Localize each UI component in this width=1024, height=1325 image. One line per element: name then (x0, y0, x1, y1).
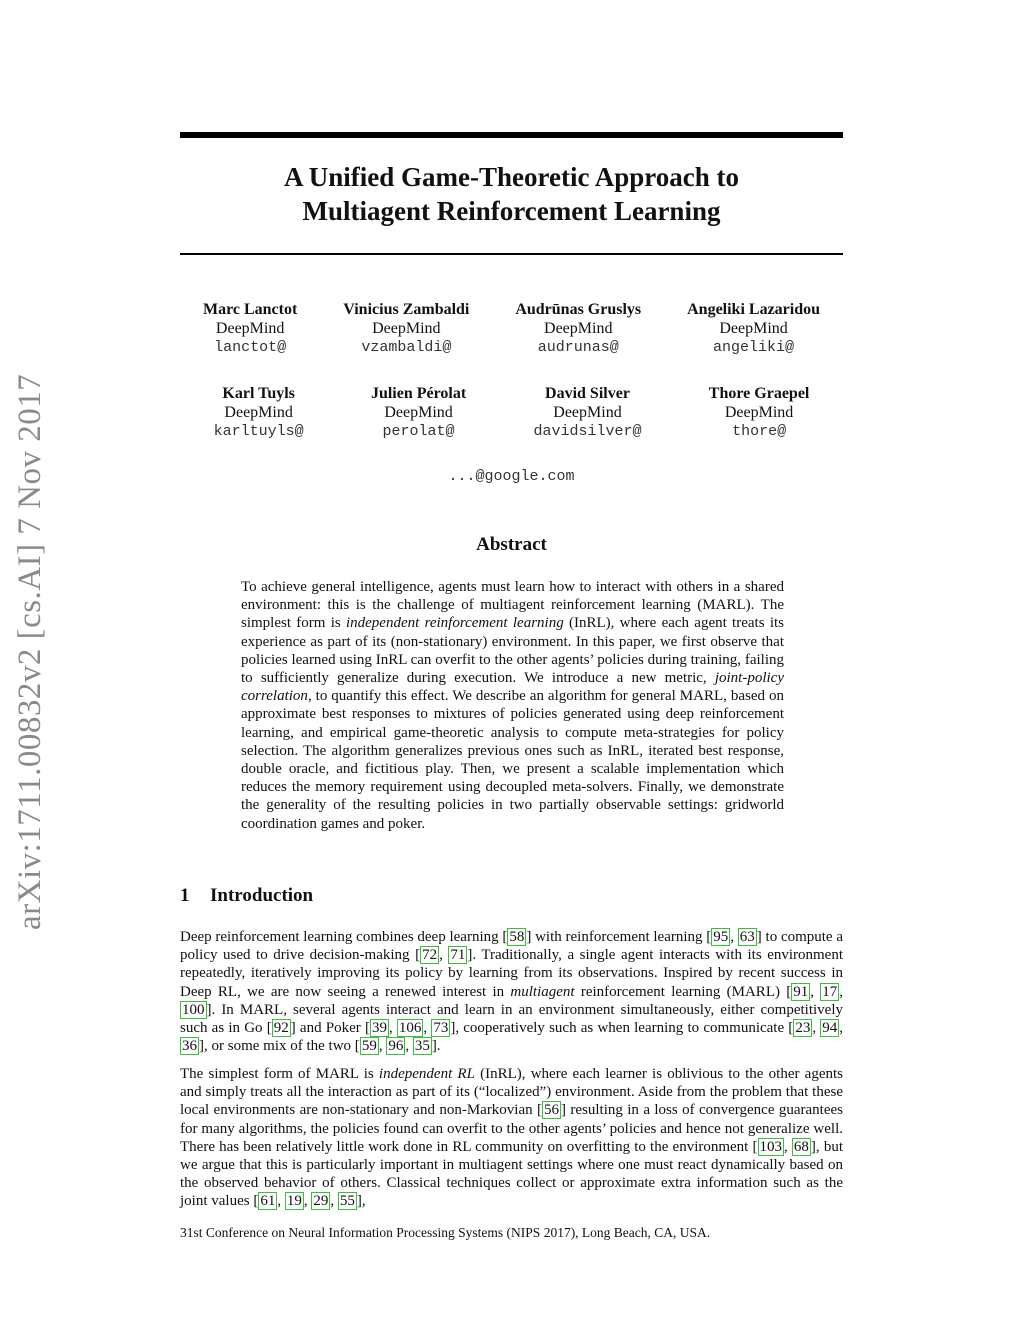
title-line-2: Multiagent Reinforcement Learning (302, 196, 721, 226)
author-name: Marc Lanctot (202, 301, 298, 318)
citation-link[interactable]: 23 (795, 1020, 811, 1037)
author-email: angeliki@ (713, 339, 795, 356)
author-affiliation: DeepMind (724, 404, 794, 421)
section-heading (180, 885, 843, 907)
paper-title (180, 160, 843, 228)
citation-link[interactable]: 58 (509, 929, 525, 945)
abstract-text: To achieve general intelligence, agents must learn how to interact with others in a shared environment: this is the challenge of multiagent reinforcement learning (MARL). The simplest form is independent reinforcement learning (InRL), where each agent treats its experience as part of its (non-stationary) environment. In this paper, we first observe that policies learned using InRL can overfit to the other agents’ policies during training, failing to sufficiently generalize during execution. We introduce a new metric, joint-policy correlation, to quantify this effect. We describe an algorithm for general MARL, based on approximate best responses to mixtures of policies generated using deep reinforcement learning, and empirical game-theoretic analysis to compute meta-strategies for policy selection. The algorithm generalizes previous ones such as InRL, iterated best response, double oracle, and fictitious play. Then, we present a scalable implementation which reduces the memory requirement using decoupled meta-solvers. Finally, we demonstrate the generality of the resulting policies in two partially observable settings: gridworld coordination games and poker. (241, 579, 784, 832)
citation-link[interactable]: 72 (422, 947, 438, 964)
citation-link[interactable]: 35 (414, 1038, 430, 1055)
author-name: Audrūnas Gruslys (515, 301, 642, 318)
author-affiliation: DeepMind (372, 320, 441, 337)
author-name: Vinicius Zambaldi (343, 301, 470, 318)
author-block (709, 384, 810, 441)
author-affiliation: DeepMind (215, 320, 285, 337)
title-top-rule (180, 132, 843, 138)
author-block (203, 300, 297, 357)
author-affiliation: DeepMind (719, 320, 788, 337)
author-email: lanctot@ (214, 339, 287, 356)
citation-link[interactable]: 63 (739, 929, 755, 945)
author-row-2 (180, 384, 843, 441)
section-number: 1 (180, 885, 190, 906)
author-name: David Silver (545, 385, 630, 402)
author-name: Angeliki Lazaridou (687, 301, 821, 318)
author-block (371, 384, 466, 441)
citation-link[interactable]: 39 (371, 1020, 387, 1037)
author-email: perolat@ (382, 423, 455, 440)
section-title: Introduction (210, 885, 314, 906)
author-block (343, 300, 469, 357)
intro-paragraph-2: The simplest form of MARL is independent RL (InRL), where each learner is oblivious to the other agents and simply treats all the interaction as part of its (“localized”) environment. Aside from the problem that these local environments are non-stationary and non-Markovian [ 56 ] resulting in a loss of convergence guarantees for many algorithms, the policies found can overfit to the other agents’ policies and hence not generalize well. There has been relatively little work done in RL community on overfitting to the environment [ 103 , 68 ], but we argue that this is particularly important in multiagent settings where one must react dynamically based on the observed behavior of others. Classical techniques collect or approximate extra information such as the joint values [ 61 , 19 , 29 , 55 ], (180, 1066, 843, 1210)
citation-link[interactable]: 71 (450, 947, 466, 964)
citation-link[interactable]: 73 (433, 1020, 449, 1037)
author-affiliation: DeepMind (553, 404, 622, 421)
conference-footnote: 31st Conference on Neural Information Processing Systems (NIPS 2017), Long Beach, CA, USA. (180, 1225, 711, 1240)
author-email: karltuyls@ (213, 423, 304, 440)
arxiv-identifier: arXiv:1711.00832v2 [cs.AI] 7 Nov 2017 (12, 373, 48, 930)
author-name: Karl Tuyls (222, 385, 295, 402)
citation-link[interactable]: 61 (260, 1193, 276, 1210)
citation-link[interactable]: 59 (361, 1038, 377, 1055)
author-name: Julien Pérolat (370, 385, 467, 402)
author-block (687, 300, 820, 357)
citation-link[interactable]: 100 (182, 1001, 205, 1018)
author-block (533, 384, 641, 441)
emphasis: independent RL (378, 1066, 475, 1082)
emphasis: joint-policy correlation (241, 670, 784, 705)
citation-link[interactable]: 19 (286, 1193, 302, 1210)
citation-link[interactable]: 106 (398, 1020, 422, 1037)
citation-link[interactable]: 103 (759, 1138, 782, 1155)
author-email: vzambaldi@ (361, 339, 452, 356)
author-affiliation: DeepMind (544, 320, 613, 337)
author-email: thore@ (732, 423, 787, 440)
author-block (214, 384, 304, 441)
citation-link[interactable]: 29 (313, 1193, 329, 1210)
citation-link[interactable]: 96 (388, 1038, 404, 1055)
intro-paragraph-1: Deep reinforcement learning combines deep learning [ 58 ] with reinforcement learning [ 95 , 63 ] to compute a policy used to drive decision-making [ 72 , 71 ]. Traditionally, a single agent interacts with its environment repeatedly, iteratively improving its policy by learning from its observations. Inspired by recent success in Deep RL, we are now seeing a renewed interest in multiagent reinforcement learning (MARL) [ 91 , 17 , 100 ]. In MARL, several agents interact and learn in an environment simultaneously, either competitively such as in Go [ 92 ] and Poker [ 39 , 106 , 73 ], cooperatively such as when learning to communicate [ 23 , 94 , 36 ], or some mix of the two [ 59 , 96 , 35 ]. (180, 929, 844, 1055)
author-row-1 (180, 300, 843, 357)
abstract-heading: Abstract (476, 534, 547, 555)
citation-link[interactable]: 68 (793, 1138, 809, 1155)
author-email: audrunas@ (537, 339, 619, 356)
citation-link[interactable]: 36 (182, 1038, 197, 1055)
citation-link[interactable]: 91 (793, 983, 809, 1000)
citation-link[interactable]: 92 (273, 1020, 289, 1037)
citation-link[interactable]: 94 (822, 1020, 838, 1037)
email-domain: ...@google.com (448, 468, 575, 485)
citation-link[interactable]: 17 (822, 983, 838, 1000)
emphasis: multiagent (510, 983, 575, 1000)
author-affiliation: DeepMind (384, 404, 453, 421)
author-block (515, 300, 641, 357)
citation-link[interactable]: 55 (339, 1193, 355, 1210)
author-email: davidsilver@ (533, 423, 642, 440)
title-line-1: A Unified Game-Theoretic Approach to (284, 162, 739, 192)
author-affiliation: DeepMind (224, 404, 293, 421)
title-bottom-rule (180, 253, 843, 255)
citation-link[interactable]: 56 (544, 1102, 560, 1119)
citation-link[interactable]: 95 (713, 929, 729, 945)
author-name: Thore Graepel (708, 385, 810, 402)
emphasis: independent reinforcement learning (345, 615, 564, 632)
